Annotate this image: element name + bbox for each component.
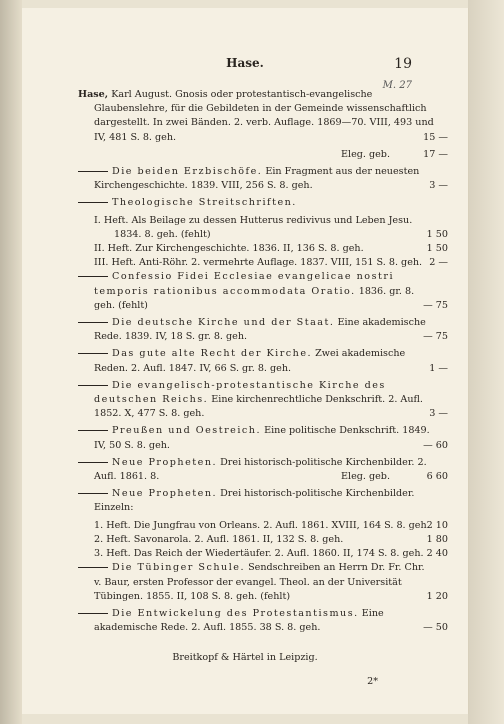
signature-mark: 2* xyxy=(367,676,378,687)
catalog-listing xyxy=(78,88,448,638)
entry-title: Neue Propheten. xyxy=(112,488,218,500)
entry-price: — 60 xyxy=(423,439,448,451)
entry-title: Die beiden Erzbischöfe. xyxy=(112,166,263,178)
ditto-dash xyxy=(78,613,108,614)
entry-price: 6 60 xyxy=(426,471,448,483)
list-item xyxy=(78,165,448,193)
list-item xyxy=(94,214,448,242)
list-item xyxy=(78,316,448,344)
binding-note: Eleg. geb. xyxy=(341,471,390,483)
entry-text: III. Heft. Anti-Röhr. 2. vermehrte Auflage. 1837. VIII, 151 S. 8. geh. xyxy=(94,257,423,269)
entry-text: Eine kirchenrechtliche Denkschrift. 2. Aufl. 1852. X, 477 S. 8. geh. xyxy=(94,394,423,420)
ditto-dash xyxy=(78,322,108,323)
entry-text: I. Heft. Als Beilage zu dessen Hutterus redivivus und Leben Jesu. 1834. 8. geh. (fehlt) xyxy=(94,214,413,240)
ditto-dash xyxy=(78,567,108,568)
entry-text: Eine akademische Rede. 2. Aufl. 1855. 38 S. 8. geh. xyxy=(94,607,384,634)
publisher-imprint: Breitkopf & Härtel in Leipzig. xyxy=(172,652,318,663)
ditto-dash xyxy=(78,276,108,277)
list-item xyxy=(78,196,434,210)
entry-text: Sendschreiben an Herrn Dr. Fr. Chr. v. Baur, ersten Professor der evangel. Theol. an der Universität Tübingen. 1855. II, 108 S. 8. geh. (fehlt) xyxy=(94,562,425,602)
entry-title: Die Entwickelung des Protestantismus. xyxy=(112,607,359,619)
entry-title: Die deutsche Kirche und der Staat. xyxy=(112,317,335,329)
entry-text: 2. Heft. Savonarola. 2. Aufl. 1861. II, 132 S. 8. geh. xyxy=(94,533,344,545)
list-item xyxy=(94,519,448,533)
ditto-dash xyxy=(78,385,108,386)
entry-price: 15 — xyxy=(423,131,448,143)
entry-price: 1 — xyxy=(429,362,448,374)
entry-text: II. Heft. Zur Kirchengeschichte. 1836. II, 136 S. 8. geh. xyxy=(94,243,364,255)
sub-list xyxy=(78,214,448,271)
entry-price: 3 — xyxy=(429,180,448,192)
ditto-dash xyxy=(78,171,108,172)
entry-price: 2 40 xyxy=(426,548,448,560)
entry-text: Eleg. geb. xyxy=(341,148,390,160)
header-title: Hase. xyxy=(226,56,264,70)
entry-title: Confessio Fidei Ecclesiae evangelicae nostri temporis rationibus accommodata Oratio. xyxy=(94,271,395,297)
list-item xyxy=(78,88,448,145)
entry-price: 2 10 xyxy=(426,519,448,531)
entry-price: — 50 xyxy=(423,622,448,634)
list-item xyxy=(78,487,434,515)
entry-title: Preußen und Oestreich. xyxy=(112,425,262,437)
entry-text: Zwei akademische Reden. 2. Aufl. 1847. IV, 66 S. gr. 8. geh. xyxy=(94,348,406,374)
entry-price: 3 — xyxy=(429,408,448,420)
entry-price: 1 50 xyxy=(426,228,448,240)
entry-text: Ein Fragment aus der neuesten Kirchengeschichte. 1839. VIII, 256 S. 8. geh. xyxy=(94,166,420,192)
ditto-dash xyxy=(78,202,108,203)
list-item xyxy=(78,561,448,604)
ditto-dash xyxy=(78,430,108,431)
list-item xyxy=(94,547,448,561)
pencil-annotation: M. 27 xyxy=(382,80,412,91)
entry-title: Theologische Streitschriften. xyxy=(112,197,297,209)
list-item xyxy=(78,379,448,422)
ditto-dash xyxy=(78,353,108,354)
running-header xyxy=(22,56,468,74)
entry-price: 1 80 xyxy=(426,533,448,545)
entry-text: Eine politische Denkschrift. 1849. IV, 50 S. 8. geh. xyxy=(94,425,430,451)
list-item xyxy=(94,256,448,270)
entry-text: Eine akademische Rede. 1839. IV, 18 S. gr. 8. geh. xyxy=(94,317,426,343)
list-item xyxy=(94,242,448,256)
entry-title: Die evangelisch-protestantische Kirche des deutschen Reichs. xyxy=(94,379,386,406)
entry-text: 1836. gr. 8. geh. (fehlt) xyxy=(94,285,415,311)
entry-price: 2 — xyxy=(429,257,448,269)
ditto-dash xyxy=(78,493,108,494)
entry-title: Die Tübinger Schule. xyxy=(112,562,246,574)
catalog-page xyxy=(22,8,469,714)
entry-title: Das gute alte Recht der Kirche. xyxy=(112,348,313,360)
book-gutter xyxy=(0,0,22,724)
list-item xyxy=(78,424,448,452)
entry-title: Neue Propheten. xyxy=(112,456,218,468)
list-item xyxy=(78,148,448,162)
entry-price: — 75 xyxy=(423,331,448,343)
page-edge xyxy=(468,0,504,724)
sub-list xyxy=(78,519,448,562)
entry-text: Drei historisch-politische Kirchenbilder. 2. Aufl. 1861. 8. xyxy=(94,456,427,483)
author-name: Hase, xyxy=(78,89,109,100)
list-item xyxy=(78,270,448,313)
entry-price: 1 20 xyxy=(426,590,448,602)
list-item xyxy=(94,533,448,547)
page-number: 19 xyxy=(394,56,412,72)
entry-price: — 75 xyxy=(423,299,448,311)
entry-text: 3. Heft. Das Reich der Wiedertäufer. 2. Aufl. 1860. II, 174 S. 8. geh. xyxy=(94,548,424,560)
list-item xyxy=(78,347,448,375)
entry-price: 1 50 xyxy=(426,243,448,255)
list-item xyxy=(78,607,448,635)
entry-text: Karl August. Gnosis oder protestantisch-evangelische Glaubenslehre, für die Gebildeten in der Gemeinde wissenschaftlich dargestellt. In zwei Bänden. 2. verb. Auflage. 1869—70. VIII, 493 und IV, 481 S. 8. geh. xyxy=(94,89,434,143)
entry-text: 1. Heft. Die Jungfrau von Orleans. 2. Aufl. 1861. XVIII, 164 S. 8. geh. xyxy=(94,519,430,531)
entry-text: Drei historisch-politische Kirchenbilder. Einzeln: xyxy=(94,488,415,514)
ditto-dash xyxy=(78,462,108,463)
list-item xyxy=(78,456,448,484)
entry-price: 17 — xyxy=(423,148,448,160)
